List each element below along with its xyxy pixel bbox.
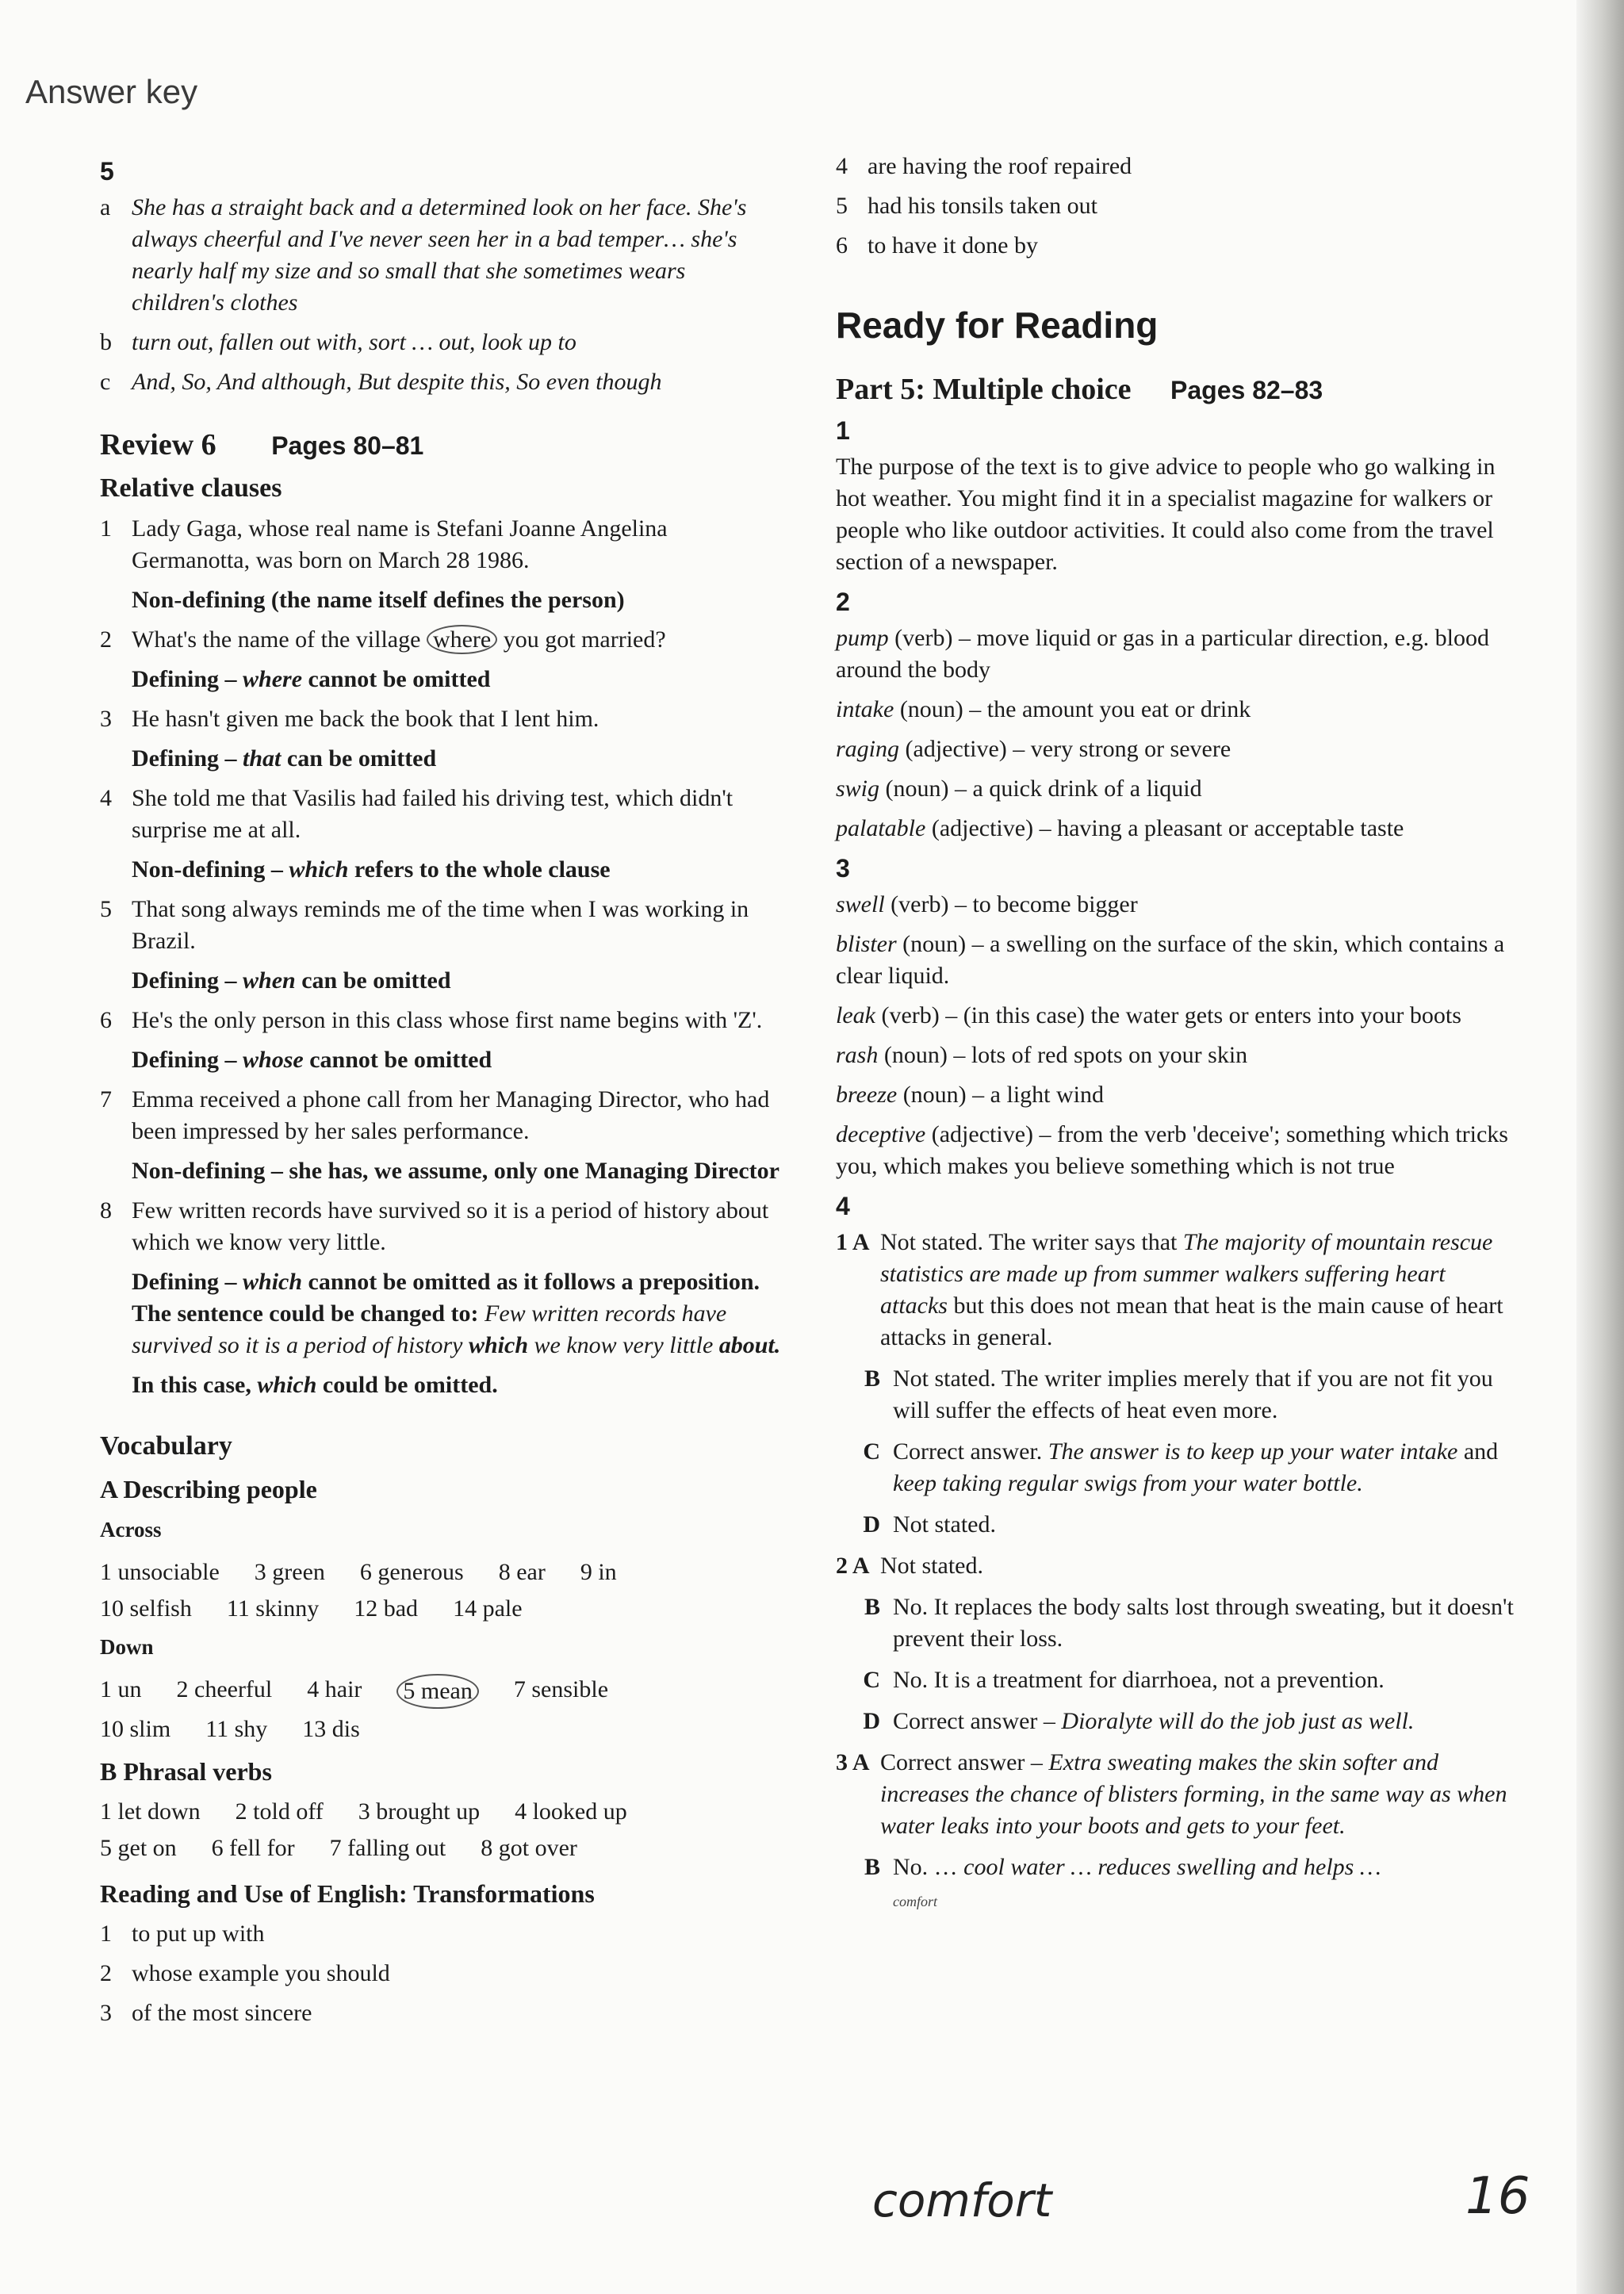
answer-item (100, 783, 782, 846)
definition-text: (noun) – a quick drink of a liquid (879, 776, 1202, 802)
answer-note: Non-defining – she has, we assume, only one Managing Director (132, 1158, 779, 1184)
vocab-answer: 13 dis (302, 1716, 360, 1742)
item-key: 2 (100, 626, 112, 653)
phrasal-row (100, 1833, 782, 1864)
option-text: Not stated. The writer implies merely that if you are not fit you will suffer the effects of heat even more. (893, 1365, 1493, 1423)
vocab-answer: 6 generous (359, 1559, 464, 1585)
option-item (836, 1363, 1518, 1427)
answer-item (100, 703, 782, 735)
option-text (893, 1436, 1518, 1499)
answer-item (836, 230, 1518, 262)
definition (836, 1040, 1518, 1071)
option-item (836, 1509, 1518, 1541)
note-text: Defining – (132, 967, 243, 994)
answer-note: Non-defining (the name itself defines the person) (132, 587, 625, 613)
vocab-answer: 4 hair (307, 1676, 362, 1702)
vocab-answer: 3 green (254, 1559, 325, 1585)
option-item (836, 1436, 1518, 1499)
vocab-answer: 7 sensible (513, 1676, 609, 1702)
option-text: No. It replaces the body salts lost through sweating, but it doesn't prevent their loss. (893, 1594, 1514, 1652)
item-key: b (100, 329, 112, 355)
option-item (836, 1747, 1518, 1842)
answer-item (836, 151, 1518, 182)
answer-note (132, 1044, 782, 1076)
text-part: but this does not mean that heat is the main cause of heart attacks in general. (880, 1293, 1503, 1350)
vocab-answer: 14 pale (453, 1595, 523, 1622)
part-pages: Pages 82–83 (1170, 376, 1323, 404)
note-example: Few written records have survived so it is a period of history (132, 1300, 727, 1358)
item-text: Emma received a phone call from her Managing Director, who had been impressed by her sales performance. (132, 1086, 770, 1144)
text-part: No. … (893, 1854, 964, 1880)
section-title (100, 425, 782, 465)
item-key: a (100, 194, 111, 220)
scan-edge-shadow (1576, 0, 1624, 2294)
item-text: She has a straight back and a determined look on her face. She's always cheerful and I've never seen her in a bad temper… she's nearly half my size and so small that she sometimes wears children's clothes (132, 194, 747, 316)
definition-text: (verb) – move liquid or gas in a particular direction, e.g. blood around the body (836, 625, 1489, 683)
item-text: to put up with (132, 1921, 265, 1947)
note-text: can be omitted (295, 967, 451, 994)
item-key: 3 (100, 706, 112, 732)
defined-word: leak (836, 1002, 875, 1028)
option-item (836, 1852, 1518, 1915)
definition-text: (noun) – the amount you eat or drink (894, 696, 1251, 722)
defined-word: raging (836, 736, 900, 762)
item-key: 8 (100, 1197, 112, 1224)
option-item (836, 1706, 1518, 1737)
item-text: to have it done by (868, 232, 1038, 259)
vocab-part-title: B Phrasal verbs (100, 1757, 272, 1786)
definition-text: (noun) – lots of red spots on your skin (878, 1042, 1248, 1068)
left-column (100, 151, 782, 2037)
quote: cool water … reduces swelling and helps … (963, 1854, 1381, 1880)
definition (836, 733, 1518, 765)
item-key: 5 (836, 193, 848, 219)
definition (836, 694, 1518, 726)
option-item (836, 1550, 1518, 1582)
text-part: and (1457, 1438, 1499, 1465)
item-text: That song always reminds me of the time when I was working in Brazil. (132, 896, 749, 954)
option-key: 1 A (836, 1229, 870, 1255)
definition-text: (adjective) – from the verb 'deceive'; something which tricks you, which makes you believe something which is not true (836, 1121, 1508, 1179)
vocab-answer-circled: 5 mean (396, 1674, 478, 1709)
page-header: Answer key (25, 73, 198, 110)
item-text: He hasn't given me back the book that I lent him. (132, 706, 599, 732)
note-text: Defining – (132, 1269, 243, 1295)
vocab-answer: 10 slim (100, 1716, 171, 1742)
defined-word: rash (836, 1042, 879, 1068)
handwritten-word: comfort (872, 2173, 1052, 2227)
option-key: D (863, 1511, 880, 1538)
item-text: Few written records have survived so it is a period of history about which we know very little. (132, 1197, 769, 1255)
note-italic: where (243, 666, 303, 692)
definition (836, 773, 1518, 805)
answer-note (132, 664, 782, 695)
review-title: Review 6 (100, 428, 216, 461)
item-key: 4 (100, 785, 112, 811)
answer-item (100, 1958, 782, 1990)
text-part: Correct answer – (893, 1708, 1062, 1734)
vocab-answer: 11 skinny (226, 1595, 320, 1622)
review-pages: Pages 80–81 (271, 431, 424, 460)
option-key: C (863, 1438, 880, 1465)
defined-word: swell (836, 891, 885, 917)
defined-word: palatable (836, 815, 926, 841)
across-label: Across (100, 1518, 162, 1541)
option-item (836, 1591, 1518, 1655)
note-italic: which (243, 1269, 303, 1295)
answer-note (132, 1266, 782, 1361)
question-number: 5 (100, 157, 114, 186)
option-text: No. It is a treatment for diarrhoea, not a prevention. (893, 1667, 1385, 1693)
note-text: Defining – (132, 666, 243, 692)
item-text: are having the roof repaired (868, 153, 1132, 179)
note-text: Non-defining – (132, 856, 289, 883)
answer-item (100, 513, 782, 576)
note-text: Defining – (132, 745, 243, 772)
note-text: cannot be omitted as it follows a preposition. The sentence could be changed to: (132, 1269, 760, 1327)
note-text: can be omitted (281, 745, 437, 772)
vocab-answer: 4 looked up (515, 1798, 627, 1825)
note-text: cannot be omitted (303, 1047, 492, 1073)
quote: Dioralyte will do the job just as well. (1061, 1708, 1415, 1734)
defined-word: deceptive (836, 1121, 926, 1147)
vocab-answer: 8 got over (481, 1835, 577, 1861)
item-text: had his tonsils taken out (868, 193, 1097, 219)
definition (836, 1000, 1518, 1032)
answer-item (100, 192, 782, 319)
across-row (100, 1593, 782, 1625)
text-part: Correct answer – (880, 1749, 1049, 1775)
definition-text: (adjective) – having a pleasant or acceptable taste (925, 815, 1404, 841)
item-key: 2 (100, 1960, 112, 1986)
part-name: Part 5: Multiple choice (836, 373, 1132, 406)
note-italic: which (289, 856, 349, 883)
answer-item (100, 327, 782, 358)
note-italic: which (468, 1332, 529, 1358)
vocab-answer: 12 bad (354, 1595, 419, 1622)
item-text: And, So, And although, But despite this, So even though (132, 369, 662, 395)
option-text (880, 1747, 1518, 1842)
option-text (880, 1227, 1518, 1354)
option-key: B (864, 1594, 880, 1620)
question-number: 4 (836, 1192, 850, 1220)
note-italic: whose (243, 1047, 304, 1073)
cut-off-text: comfort (893, 1894, 937, 1909)
answer-paragraph: The purpose of the text is to give advice to people who go walking in hot weather. You might find it in a specialist magazine for walkers or people who like outdoor activities. It could also come from the travel section of a newspaper. (836, 454, 1496, 575)
vocab-answer: 11 shy (205, 1716, 268, 1742)
item-text: of the most sincere (132, 2000, 312, 2026)
option-key: B (864, 1854, 880, 1880)
definition (836, 889, 1518, 921)
note-example: we know very little (528, 1332, 719, 1358)
note-italic: about. (718, 1332, 781, 1358)
definition (836, 1079, 1518, 1111)
answer-note (132, 965, 782, 997)
option-key: B (864, 1365, 880, 1392)
handwritten-page-number: 16 (1465, 2167, 1530, 2226)
note-text: cannot be omitted (302, 666, 491, 692)
vocab-answer: 3 brought up (358, 1798, 481, 1825)
definition-text: (adjective) – very strong or severe (899, 736, 1231, 762)
definition (836, 813, 1518, 844)
item-text: whose example you should (132, 1960, 390, 1986)
defined-word: breeze (836, 1082, 898, 1108)
item-key: 3 (100, 2000, 112, 2026)
quote: The majority of mountain rescue statistics are made up from summer walkers suffering heart attacks (880, 1229, 1493, 1319)
text-part: Not stated. The writer says that (880, 1229, 1183, 1255)
option-text: Not stated. (893, 1511, 996, 1538)
question-number: 3 (836, 854, 850, 883)
note-text: refers to the whole clause (348, 856, 611, 883)
vocab-answer: 2 cheerful (176, 1676, 273, 1702)
option-key: 2 A (836, 1553, 870, 1579)
definition-text: (noun) – a light wind (897, 1082, 1104, 1108)
vocab-answer: 8 ear (498, 1559, 546, 1585)
vocab-answer: 9 in (580, 1559, 617, 1585)
section-title: Ready for Reading (836, 304, 1159, 346)
question-number: 1 (836, 416, 850, 445)
item-text: turn out, fallen out with, sort … out, look up to (132, 329, 576, 355)
defined-word: blister (836, 931, 897, 957)
answer-item (100, 894, 782, 957)
note-italic: which (257, 1372, 317, 1398)
quote: Extra sweating makes the skin softer and increases the chance of blisters forming, in the same way as when water leaks into your boots and gets to your feet. (880, 1749, 1507, 1839)
definition-text: (verb) – to become bigger (884, 891, 1138, 917)
vocab-answer: 1 unsociable (100, 1559, 220, 1585)
option-text (893, 1706, 1518, 1737)
item-text: She told me that Vasilis had failed his driving test, which didn't surprise me at all. (132, 785, 733, 843)
item-key: 5 (100, 896, 112, 922)
text-part: you got married? (497, 626, 666, 653)
defined-word: swig (836, 776, 880, 802)
note-italic: that (243, 745, 282, 772)
option-key: C (863, 1667, 880, 1693)
vocab-answer: 7 falling out (329, 1835, 446, 1861)
answer-item (836, 190, 1518, 222)
down-label: Down (100, 1635, 154, 1659)
item-key: 7 (100, 1086, 112, 1113)
part-title (836, 370, 1518, 410)
definition-text: (verb) – (in this case) the water gets or enters into your boots (875, 1002, 1461, 1028)
note-text: Defining – (132, 1047, 243, 1073)
answer-item (100, 1997, 782, 2029)
answer-item (100, 1195, 782, 1258)
vocab-answer: 1 let down (100, 1798, 201, 1825)
definition (836, 1119, 1518, 1182)
answer-note (132, 854, 782, 886)
item-key: 6 (100, 1007, 112, 1033)
quote: keep taking regular swigs from your water bottle. (893, 1470, 1363, 1496)
definition-text: (noun) – a swelling on the surface of the skin, which contains a clear liquid. (836, 931, 1505, 989)
answer-item (100, 366, 782, 398)
item-key: 4 (836, 153, 848, 179)
note-text: In this case, (132, 1372, 258, 1398)
vocab-answer: 6 fell for (211, 1835, 295, 1861)
vocab-answer: 2 told off (235, 1798, 324, 1825)
defined-word: pump (836, 625, 889, 651)
text-part: Correct answer. (893, 1438, 1048, 1465)
quote: The answer is to keep up your water intake (1048, 1438, 1458, 1465)
option-key: D (863, 1708, 880, 1734)
definition (836, 929, 1518, 992)
item-key: 1 (100, 1921, 112, 1947)
phrasal-row (100, 1796, 782, 1828)
item-text (132, 624, 782, 656)
answer-note (132, 1369, 782, 1401)
note-italic: when (243, 967, 296, 994)
item-text: Lady Gaga, whose real name is Stefani Joanne Angelina Germanotta, was born on March 28 1986. (132, 515, 668, 573)
subsection-title: Reading and Use of English: Transformations (100, 1879, 595, 1908)
answer-item (100, 1005, 782, 1036)
option-text: Not stated. (880, 1553, 983, 1579)
vocab-answer: 10 selfish (100, 1595, 192, 1622)
option-key: 3 A (836, 1749, 870, 1775)
vocab-answer: 1 un (100, 1676, 142, 1702)
answer-item (100, 1084, 782, 1147)
text-part: What's the name of the village (132, 626, 427, 653)
item-text: He's the only person in this class whose first name begins with 'Z'. (132, 1007, 763, 1033)
item-key: c (100, 369, 111, 395)
option-item (836, 1664, 1518, 1696)
vocab-part-title: A Describing people (100, 1475, 317, 1503)
option-text (893, 1852, 1518, 1915)
definition (836, 622, 1518, 686)
down-row (100, 1674, 782, 1709)
question-number: 2 (836, 588, 850, 616)
answer-note (132, 743, 782, 775)
defined-word: intake (836, 696, 894, 722)
answer-item (100, 624, 782, 656)
answer-item (100, 1918, 782, 1950)
subsection-title: Vocabulary (100, 1431, 232, 1461)
item-key: 1 (100, 515, 112, 542)
option-item (836, 1227, 1518, 1354)
subsection-title: Relative clauses (100, 473, 282, 503)
right-column (836, 151, 1518, 1924)
circled-word: where (427, 625, 497, 654)
vocab-answer: 5 get on (100, 1835, 177, 1861)
item-key: 6 (836, 232, 848, 259)
down-row (100, 1714, 782, 1745)
across-row (100, 1557, 782, 1588)
note-text: could be omitted. (316, 1372, 498, 1398)
